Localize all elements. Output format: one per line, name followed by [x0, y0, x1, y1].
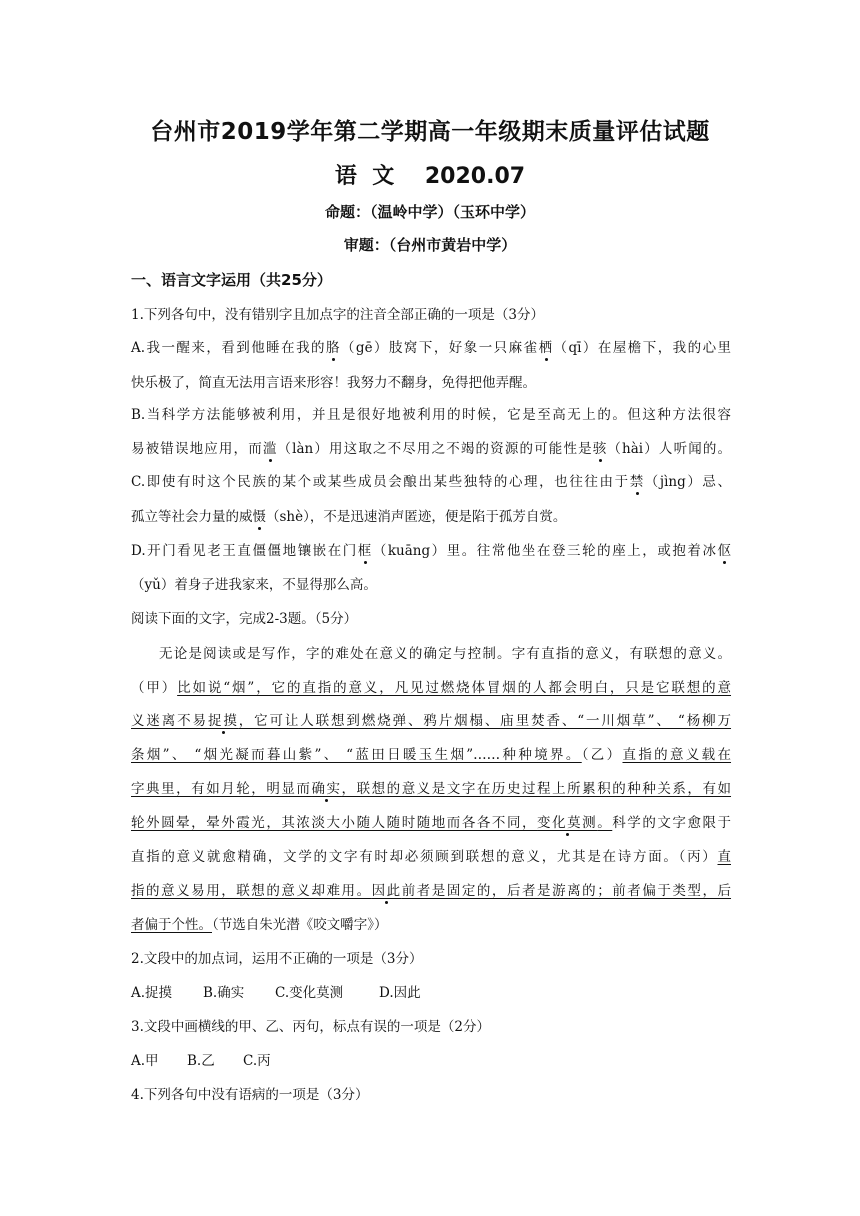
text: A.我一醒来，看到他睡在我的: [131, 340, 326, 356]
dotted-char: 框: [357, 543, 373, 559]
q3-option-b: B.乙: [187, 1053, 215, 1069]
underlined-text: 字典里，有如月轮，明显而: [131, 781, 312, 797]
dotted-word-zhuomo: 捉摸: [207, 713, 239, 729]
q1-option-a-line2: 快乐极了，简直无法用言语来形容！我努力不翻身，免得把他弄醒。: [131, 375, 536, 391]
q2-option-d: D.因此: [379, 985, 421, 1001]
q3-options: [131, 1049, 731, 1069]
text: （hài）人听闻的。: [607, 441, 732, 457]
q1-option-a-line1: [131, 336, 731, 356]
text: （kuāng）里。往常他坐在登三轮的座上，或抱着冰: [372, 543, 718, 559]
passage-line-3: [131, 709, 731, 729]
text: 易被错误地应用，而: [131, 441, 263, 457]
q1-option-b-line2: [131, 437, 731, 457]
q2-stem: 2.文段中的加点词，运用不正确的一项是（3分）: [131, 951, 423, 967]
passage-line-1: 无论是阅读或是写作，字的难处在意义的确定与控制。字有直指的意义，有联想的意义。: [159, 646, 731, 662]
source-citation: （节选自朱光潜《咬文嚼字》）: [212, 917, 388, 933]
dotted-char: 慑: [252, 509, 266, 525]
underlined-sentence-yi: 直指的意义载在: [622, 747, 732, 763]
underlined-text: 义迷离不易: [131, 713, 208, 729]
setter-line: 命题：（温岭中学）（玉环中学）: [324, 203, 535, 221]
q4-stem: 4.下列各句中没有语病的一项是（3分）: [131, 1087, 369, 1103]
text: （làn）用这取之不尽用之不竭的资源的可能性是: [277, 441, 593, 457]
underlined-text: ，它可让人联想到燃烧弹、鸦片烟榻、庙里焚香、“一川烟草”、 “杨柳万: [238, 713, 732, 729]
q1-option-d-line1: [131, 539, 731, 559]
q1-option-c-line2: [131, 505, 731, 525]
q1-option-d-line2: （yǔ）着身子进我家来，不显得那么高。: [131, 577, 377, 593]
q3-option-a: A.甲: [131, 1053, 159, 1069]
text: 科学的文字愈限于: [612, 815, 732, 831]
section-heading: 一、语言文字运用（共25分）: [131, 271, 332, 289]
dotted-word-queshi: 确实: [311, 781, 342, 797]
underlined-text: ，联想的意义是文字在历史过程上所累积的种种关系，有如: [341, 781, 732, 797]
dotted-word-bianhuamoce: 变化莫测: [537, 815, 598, 831]
text: （shè），不是迅速消声匿迹，便是陷于孤芳自赏。: [266, 509, 567, 525]
text: （gē）肢窝下，好象一只麻雀: [340, 340, 539, 356]
underlined-text: 条烟”、 “烟光凝而暮山紫”、 “蓝田日暖玉生烟”……种种境界。: [131, 747, 582, 763]
dotted-char: 胳: [326, 340, 341, 356]
underlined-sentence-bing: 直: [717, 849, 731, 865]
dotted-word-yinci: 因此: [371, 883, 402, 899]
reviewer-line: 审题：（台州市黄岩中学）: [343, 236, 517, 254]
passage-line-9: [131, 913, 731, 933]
underlined-text: 指的意义易用，联想的意义却难用。: [131, 883, 372, 899]
q1-option-c-line1: [131, 470, 731, 490]
subject-line: 语 文 2020.07: [334, 164, 526, 189]
q1-option-b-line1: B.当科学方法能够被利用，并且是很好地被利用的时候，它是至高无上的。但这种方法很容: [131, 407, 731, 423]
text: D.开门看见老王直僵僵地镶嵌在门: [131, 543, 358, 559]
reading-intro: 阅读下面的文字，完成2-3题。（5分）: [131, 611, 358, 627]
passage-line-2: [131, 676, 731, 696]
underlined-sentence-jia: 比如说“烟”，它的直指的意义，凡见过燃烧体冒烟的人都会明白，只是它联想的意: [177, 680, 732, 696]
text: C.即使有时这个民族的某个或某些成员会酿出某些独特的心理，也往往由于: [131, 474, 630, 490]
dotted-char: 滥: [262, 441, 278, 457]
q2-option-a: A.捉摸: [131, 985, 173, 1001]
passage-line-6: [131, 811, 731, 831]
text: （qī）在屋檐下，我的心里: [553, 340, 732, 356]
q2-option-c: C.变化莫测: [275, 985, 344, 1001]
q2-option-b: B.确实: [203, 985, 245, 1001]
text: （甲）: [131, 680, 178, 696]
underlined-text: 者偏于个性。: [131, 917, 212, 933]
q2-options: [131, 981, 731, 1001]
underlined-text: 前者是固定的，后者是游离的；前者偏于类型，后: [401, 883, 732, 899]
q3-option-c: C.丙: [243, 1053, 271, 1069]
q3-stem: 3.文段中画横线的甲、乙、丙句，标点有误的一项是（2分）: [131, 1019, 490, 1035]
text: （乙）: [581, 747, 623, 763]
text: 孤立等社会力量的威: [131, 509, 253, 525]
dotted-char: 伛: [717, 543, 731, 559]
dotted-char: 禁: [629, 474, 645, 490]
dotted-char: 骇: [592, 441, 608, 457]
passage-line-5: [131, 777, 731, 797]
passage-line-8: [131, 879, 731, 899]
text: （jìng）忌、: [644, 474, 732, 490]
passage-line-4: [131, 743, 731, 763]
underlined-text: 。: [597, 815, 613, 831]
text: 直指的意义就愈精确，文学的文字有时却必须顾到联想的意义，尤其是在诗方面。（丙）: [131, 849, 718, 865]
q1-stem: 1.下列各句中，没有错别字且加点字的注音全部正确的一项是（3分）: [131, 307, 544, 323]
passage-line-7: [131, 845, 731, 865]
underlined-text: 轮外圆晕，晕外霞光，其浓淡大小随人随时随地而各各不同，: [131, 815, 538, 831]
exam-title: 台州市2019学年第二学期高一年级期末质量评估试题: [150, 119, 710, 145]
dotted-char: 栖: [538, 340, 554, 356]
